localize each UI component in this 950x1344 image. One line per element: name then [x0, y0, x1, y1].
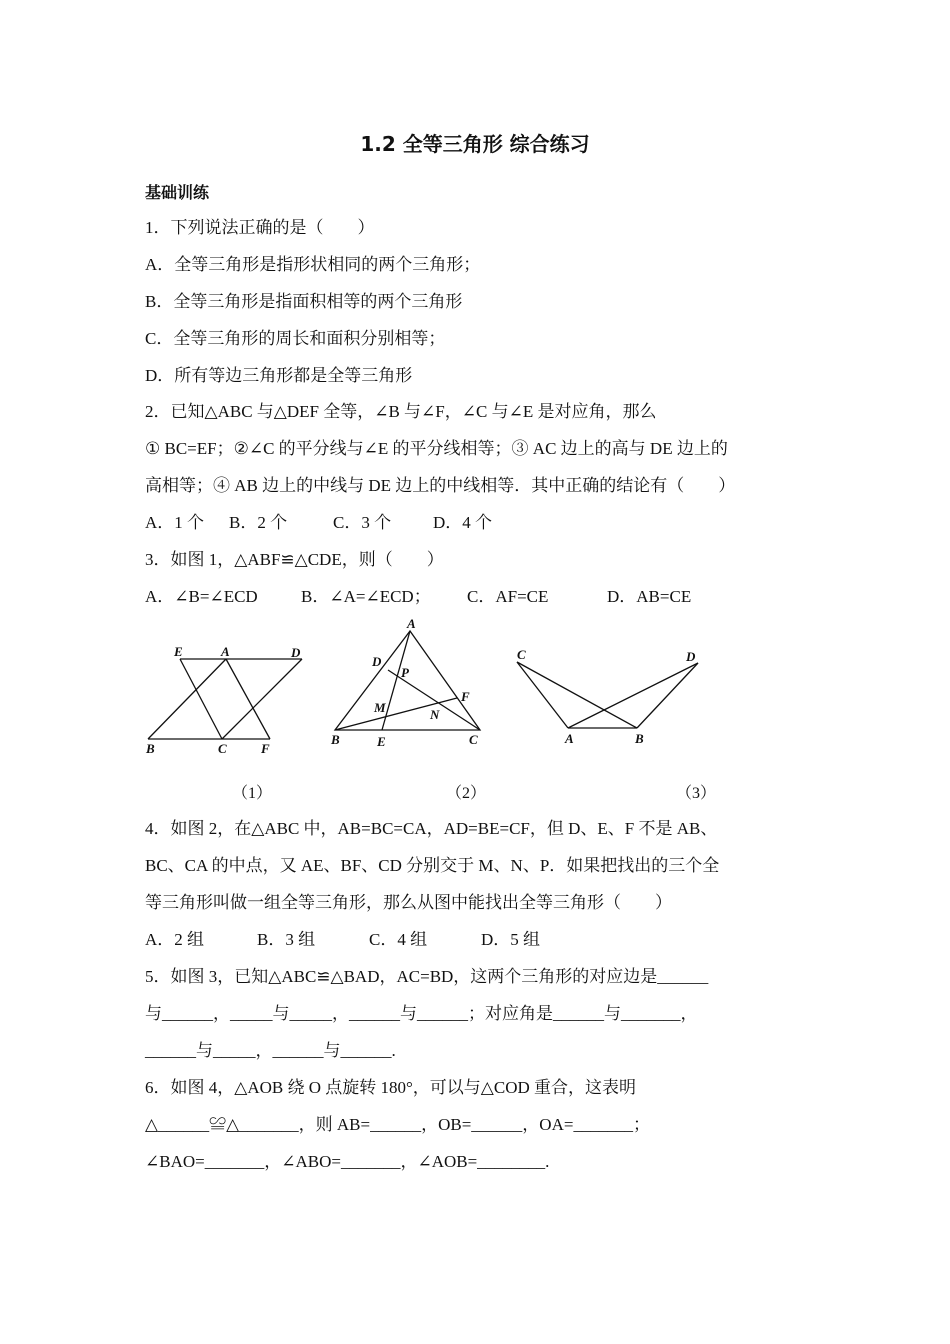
q1-option-c: C．全等三角形的周长和面积分别相等； [145, 329, 446, 348]
q6-line-2: △______≌△_______，则 AB=______，OB=______，OA=_______； [145, 1115, 650, 1134]
q1-stem: 1．下列说法正确的是（ ） [145, 218, 375, 237]
q3-choice-d: D．AB=CE [607, 587, 692, 606]
fig1-label-d: D [291, 645, 301, 660]
q4-choice-c: C．4 组 [369, 930, 428, 949]
fig3-label-a: A [565, 731, 574, 746]
q4-line-1: 4．如图 2，在△ABC 中，AB=BC=CA，AD=BE=CF，但 D、E、F 不是 AB、 [145, 819, 718, 838]
figure-3-caption: （3） [676, 785, 717, 802]
fig3-line-bd [637, 663, 698, 728]
figure-1-caption: （1） [232, 785, 273, 802]
q2-stem: 2．已知△ABC 与△DEF 全等，∠B 与∠F，∠C 与∠E 是对应角，那么 [145, 402, 657, 421]
fig3-line-ca [517, 662, 568, 728]
fig1-line-af [226, 659, 270, 739]
q4-choice-d: D．5 组 [481, 930, 541, 949]
q2-choice-c: C．3 个 [333, 513, 392, 532]
fig2-label-a: A [407, 616, 416, 631]
fig2-label-m: M [374, 700, 386, 715]
fig1-label-f: F [261, 741, 270, 755]
fig1-label-a: A [221, 644, 230, 659]
q1-option-a: A．全等三角形是指形状相同的两个三角形； [145, 255, 481, 274]
fig2-label-n: N [430, 707, 440, 722]
q2-choice-b: B．2 个 [229, 513, 288, 532]
q3-choice-a: A．∠B=∠ECD [145, 587, 258, 606]
q4-line-2: BC、CA 的中点，又 AE、BF、CD 分别交于 M、N、P．如果把找出的三个全 [145, 856, 720, 875]
q4-choice-b: B．3 组 [257, 930, 316, 949]
fig2-line-ae [382, 631, 410, 730]
figure-2 [325, 615, 490, 750]
q6-line-3: ∠BAO=_______，∠ABO=_______，∠AOB=________. [145, 1152, 550, 1171]
q3-choice-b: B．∠A=∠ECD； [301, 587, 431, 606]
q4-choice-a: A．2 组 [145, 930, 205, 949]
fig1-label-e: E [174, 644, 183, 659]
q3-choices [145, 586, 691, 608]
fig3-label-b: B [635, 731, 644, 746]
q2-line-3: 高相等；④ AB 边上的中线与 DE 边上的中线相等．其中正确的结论有（ ） [145, 476, 736, 495]
fig2-label-p: P [401, 665, 409, 680]
fig1-label-b: B [146, 741, 155, 755]
q1-option-b: B．全等三角形是指面积相等的两个三角形 [145, 292, 463, 311]
q3-choice-c: C．AF=CE [467, 587, 549, 606]
figure-2-caption: （2） [446, 785, 487, 802]
fig1-line-cd [222, 659, 302, 739]
q5-line-3: ______与_____，______与______. [145, 1041, 396, 1060]
fig1-label-c: C [218, 741, 227, 755]
fig2-label-b: B [331, 732, 340, 747]
fig3-label-c: C [517, 647, 526, 662]
q5-line-1: 5．如图 3，已知△ABC≌△BAD，AC=BD，这两个三角形的对应边是______ [145, 967, 709, 986]
q2-line-2: ① BC=EF；②∠C 的平分线与∠E 的平分线相等；③ AC 边上的高与 DE 边上的 [145, 439, 728, 458]
q2-choice-a: A．1 个 [145, 513, 205, 532]
page-title: 1.2 全等三角形 综合练习 [360, 132, 590, 156]
q1-option-d: D．所有等边三角形都是全等三角形 [145, 366, 413, 385]
fig2-label-c: C [469, 732, 478, 747]
fig3-line-cb [517, 662, 637, 728]
q2-choice-d: D．4 个 [433, 513, 493, 532]
q6-line-1: 6．如图 4，△AOB 绕 O 点旋转 180°，可以与△COD 重合，这表明 [145, 1078, 637, 1097]
fig3-line-ad [568, 663, 698, 728]
q3-stem: 3．如图 1，△ABF≌△CDE，则（ ） [145, 550, 444, 569]
q4-line-3: 等三角形叫做一组全等三角形，那么从图中能找出全等三角形（ ） [145, 893, 672, 912]
figure-3 [505, 640, 710, 750]
section-heading: 基础训练 [145, 183, 210, 202]
q2-choices [145, 512, 492, 534]
fig2-label-e: E [377, 734, 386, 749]
fig2-label-d: D [372, 654, 382, 669]
q5-line-2: 与______，_____与_____，______与______；对应角是______与_______， [145, 1004, 698, 1023]
fig3-label-d: D [686, 649, 696, 664]
fig2-label-f: F [461, 689, 470, 704]
figure-1 [140, 640, 310, 755]
q4-choices [145, 929, 540, 951]
